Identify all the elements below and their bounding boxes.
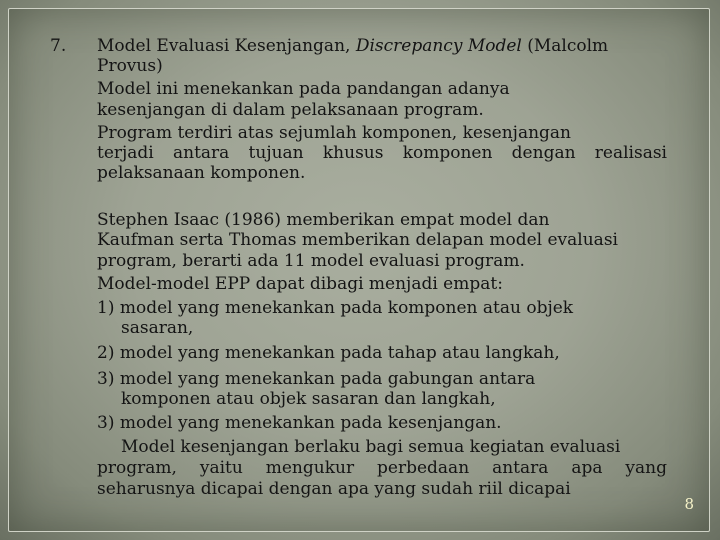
- list-item-continuation: komponen atau objek sasaran dan langkah,: [121, 389, 496, 409]
- paragraph-line: seharusnya dicapai dengan apa yang sudah riil dicapai: [97, 479, 571, 499]
- paragraph-line: program, berarti ada 11 model evaluasi program.: [97, 251, 525, 271]
- paragraph-line: Model-model EPP dapat dibagi menjadi empat:: [97, 274, 503, 294]
- list-item: 3) model yang menekankan pada gabungan antara: [97, 369, 536, 389]
- paragraph-line: Model kesenjangan berlaku bagi semua kegiatan evaluasi: [121, 437, 621, 457]
- page-number: 8: [684, 495, 694, 513]
- paragraph-line: Stephen Isaac (1986) memberikan empat model dan: [97, 210, 550, 230]
- paragraph-line: program, yaitu mengukur perbedaan antara apa yang: [97, 458, 667, 478]
- paragraph-line: kesenjangan di dalam pelaksanaan program.: [97, 100, 484, 120]
- paragraph-line: Provus): [97, 56, 163, 76]
- list-item: 1) model yang menekankan pada komponen atau objek: [97, 298, 574, 318]
- paragraph-line: terjadi antara tujuan khusus komponen dengan realisasi: [97, 143, 667, 163]
- paragraph-line: Program terdiri atas sejumlah komponen, kesenjangan: [97, 123, 572, 143]
- section-title: Model Evaluasi Kesenjangan, Discrepancy Model (Malcolm: [97, 36, 609, 56]
- list-item: 2) model yang menekankan pada tahap atau langkah,: [97, 343, 560, 363]
- paragraph-line: Kaufman serta Thomas memberikan delapan model evaluasi: [97, 230, 618, 250]
- list-item: 3) model yang menekankan pada kesenjangan.: [97, 413, 502, 433]
- list-item-continuation: sasaran,: [121, 318, 194, 338]
- item-number: 7.: [50, 36, 67, 56]
- paragraph-line: pelaksanaan komponen.: [97, 163, 306, 183]
- paragraph-line: Model ini menekankan pada pandangan adanya: [97, 79, 510, 99]
